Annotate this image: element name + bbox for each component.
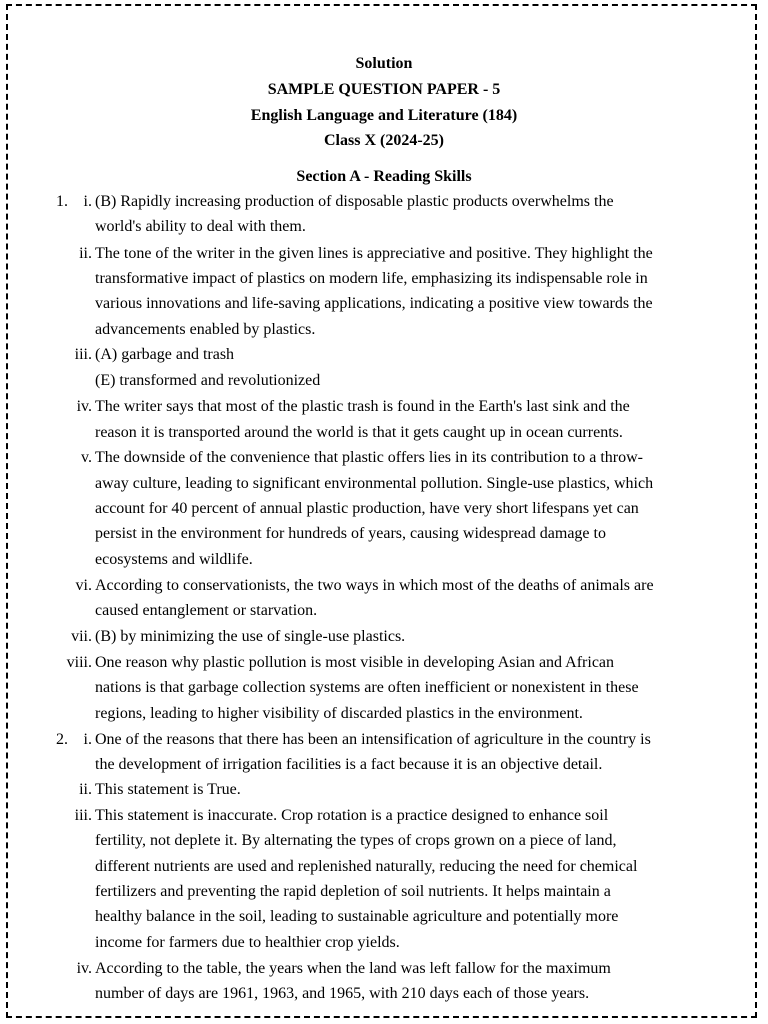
answer-line: (B) by minimizing the use of single-use plastics. [95,628,406,645]
paper-title: SAMPLE QUESTION PAPER - 5 [267,81,501,98]
answer-line: the development of irrigation facilities is a fact because it is an objective detail. [95,756,603,773]
solution-heading: Solution [355,55,413,72]
sub-marker: iv. [76,960,92,977]
sub-marker: ii. [79,245,92,262]
answer-line: (A) garbage and trash [95,346,235,363]
answer-line: This statement is inaccurate. Crop rotation is a practice designed to enhance soil [95,807,609,824]
answer-line: One of the reasons that there has been an intensification of agriculture in the country is [95,731,651,748]
answer-line: (B) Rapidly increasing production of disposable plastic products overwhelms the [95,193,614,210]
answer-line: The downside of the convenience that plastic offers lies in its contribution to a throw- [95,449,644,466]
answer-line: regions, leading to higher visibility of discarded plastics in the environment. [95,705,583,722]
subject-title: English Language and Literature (184) [250,107,518,124]
answer-line: ecosystems and wildlife. [95,551,253,568]
answer-line: (E) transformed and revolutionized [95,372,321,389]
answer-line: advancements enabled by plastics. [95,321,316,338]
answer-line: fertility, not deplete it. By alternating the types of crops grown on a piece of land, [95,832,617,849]
answer-line: According to the table, the years when the land was left fallow for the maximum [95,960,611,977]
answer-line: One reason why plastic pollution is most visible in developing Asian and African [95,654,615,671]
answer-line: persist in the environment for hundreds of years, causing widespread damage to [95,525,606,542]
question-number: 1. [56,193,68,210]
class-title: Class X (2024-25) [324,132,444,149]
sub-marker: vi. [75,577,92,594]
sub-marker: iii. [74,346,92,363]
sub-marker: i. [83,731,92,748]
answer-line: According to conservationists, the two ways in which most of the deaths of animals are [95,577,654,594]
answer-line: The writer says that most of the plastic trash is found in the Earth's last sink and the [95,398,630,415]
section-heading: Section A - Reading Skills [296,168,472,185]
sub-marker: iii. [74,807,92,824]
question-number: 2. [56,731,68,748]
answer-line: nations is that garbage collection systems are often inefficient or nonexistent in these [95,679,639,696]
answer-line: This statement is True. [95,781,241,798]
answer-line: various innovations and life-saving applications, indicating a positive view towards the [95,295,653,312]
answer-line: reason it is transported around the world is that it gets caught up in ocean currents. [95,424,623,441]
answer-line: income for farmers due to healthier crop yields. [95,934,400,951]
answer-line: account for 40 percent of annual plastic production, have very short lifespans yet can [95,500,639,517]
sub-marker: v. [81,449,92,466]
answer-line: healthy balance in the soil, leading to sustainable agriculture and potentially more [95,908,619,925]
answer-line: caused entanglement or starvation. [95,602,318,619]
answer-line: fertilizers and preventing the rapid depletion of soil nutrients. It helps maintain a [95,883,611,900]
answer-line: transformative impact of plastics on modern life, emphasizing its indispensable role in [95,270,648,287]
sub-marker: viii. [66,654,92,671]
sub-marker: i. [83,193,92,210]
sub-marker: vii. [71,628,92,645]
answer-line: away culture, leading to significant environmental pollution. Single-use plastics, which [95,475,654,492]
sub-marker: iv. [76,398,92,415]
answer-line: world's ability to deal with them. [95,218,306,235]
answer-line: different nutrients are used and replenished naturally, reducing the need for chemical [95,858,638,875]
answer-line: The tone of the writer in the given lines is appreciative and positive. They highlight the [95,245,653,262]
sub-marker: ii. [79,781,92,798]
answer-line: number of days are 1961, 1963, and 1965, with 210 days each of those years. [95,985,590,1002]
